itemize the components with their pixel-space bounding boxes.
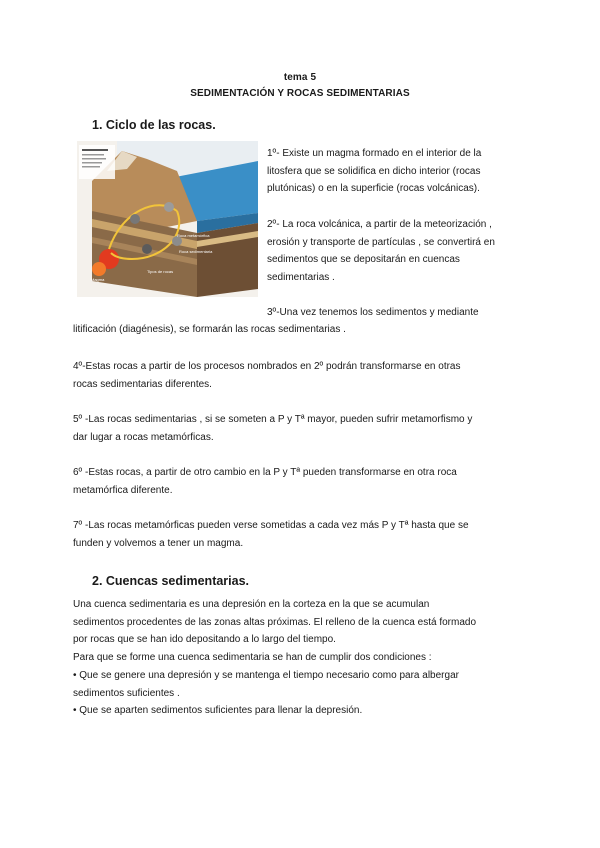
text-line: sedimentos que se depositarán en cuencas bbox=[267, 254, 460, 265]
paragraph-5 bbox=[73, 411, 472, 446]
text-line: sedimentos suficientes . bbox=[73, 687, 180, 699]
text-line: rocas sedimentarias diferentes. bbox=[73, 378, 212, 390]
paragraph-4 bbox=[73, 358, 461, 393]
text-line: dar lugar a rocas metamórficas. bbox=[73, 431, 214, 443]
paragraph-3-line-2: litificación (diagénesis), se formarán las rocas sedimentarias . bbox=[73, 324, 346, 335]
text-line: 6º -Estas rocas, a partir de otro cambio en la P y Tª pueden transformarse en otra roca bbox=[73, 467, 457, 478]
section-2-body bbox=[73, 596, 476, 720]
text-line: 1º- Existe un magma formado en el interior de la bbox=[267, 148, 482, 159]
text-line: Para que se forme una cuenca sedimentaria se han de cumplir dos condiciones : bbox=[73, 652, 432, 664]
text-line: erosión y transporte de partículas , se convertirá en bbox=[267, 236, 495, 248]
figure-label: Tipos de rocas bbox=[147, 269, 174, 274]
section-2-heading: 2. Cuencas sedimentarias. bbox=[92, 574, 250, 588]
paragraph-3-line-1: 3º-Una vez tenemos los sedimentos y mediante bbox=[267, 307, 479, 318]
bullet-item: • Que se aparten sedimentos suficientes para llenar la depresión. bbox=[73, 705, 363, 717]
figure-label: Magma bbox=[91, 277, 105, 282]
text-line: 4º-Estas rocas a partir de los procesos nombrados en 2º podrán transformarse en otras bbox=[73, 361, 461, 372]
paragraph-7 bbox=[73, 517, 469, 552]
text-line: sedimentarias . bbox=[267, 271, 335, 283]
text-line: 5º -Las rocas sedimentarias , si se someten a P y Tª mayor, pueden sufrir metamorfismo y bbox=[73, 414, 473, 425]
paragraph-2 bbox=[267, 216, 495, 286]
text-line: por rocas que se han ido depositando a lo largo del tiempo. bbox=[73, 634, 336, 646]
figure-label: Roca metamórfica bbox=[177, 233, 210, 238]
figure-label: Roca sedimentaria bbox=[179, 249, 213, 254]
rock-cycle-diagram-icon bbox=[77, 141, 258, 297]
text-line: plutónicas) o en la superficie (rocas volcánicas). bbox=[267, 183, 480, 194]
document-subtitle: tema 5 bbox=[283, 72, 317, 83]
text-line: 2º- La roca volcánica, a partir de la meteorización , bbox=[267, 219, 492, 230]
document-title: SEDIMENTACIÓN Y ROCAS SEDIMENTARIAS bbox=[190, 88, 410, 99]
bullet-item: • Que se genere una depresión y se mantenga el tiempo necesario como para albergar bbox=[73, 669, 459, 681]
text-line: Una cuenca sedimentaria es una depresión en la corteza en la que se acumulan bbox=[73, 599, 430, 610]
text-line: metamórfica diferente. bbox=[73, 484, 173, 496]
section-1-heading: 1. Ciclo de las rocas. bbox=[92, 118, 216, 132]
text-line: sedimentos procedentes de las zonas altas próximas. El relleno de la cuenca está formado bbox=[73, 616, 477, 628]
paragraph-6 bbox=[73, 464, 457, 499]
text-line: funden y volvemos a tener un magma. bbox=[73, 537, 244, 549]
text-line: litosfera que se solidifica en dicho interior (rocas bbox=[267, 165, 481, 177]
paragraph-1 bbox=[267, 145, 481, 198]
text-line: 7º -Las rocas metamórficas pueden verse sometidas a cada vez más P y Tª hasta que se bbox=[73, 520, 469, 531]
